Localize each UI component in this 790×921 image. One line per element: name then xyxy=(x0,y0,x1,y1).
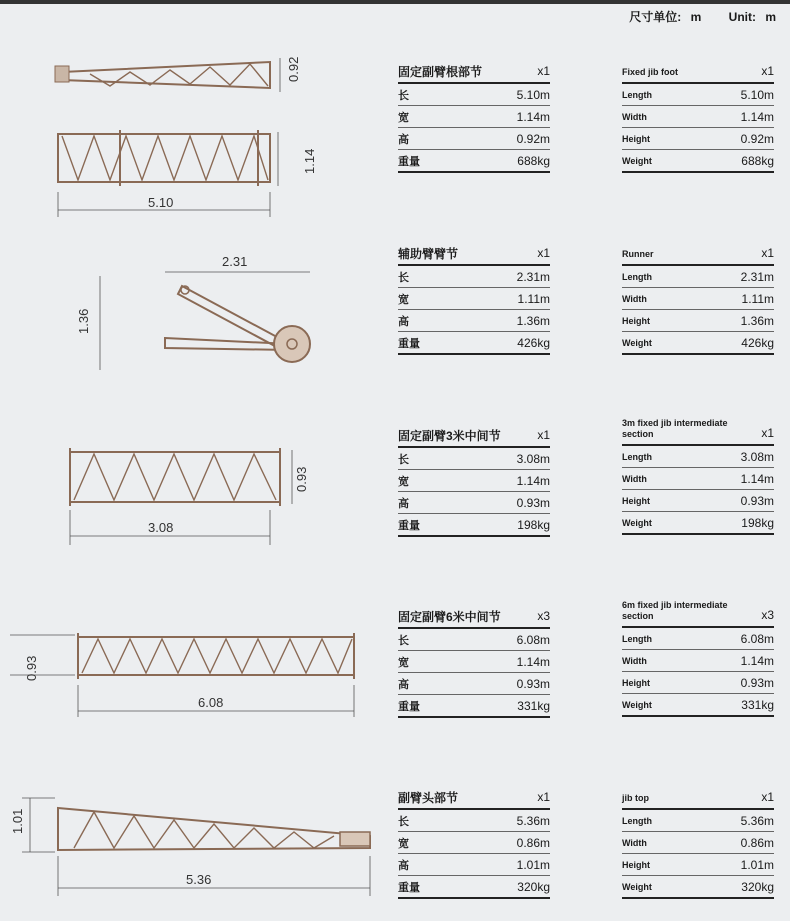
jib-foot-front-view xyxy=(58,130,270,186)
spec-row xyxy=(398,514,550,537)
row-label: 长 xyxy=(398,634,409,647)
row-value: 3.08m xyxy=(516,451,550,466)
spec-title: 辅助臂臂节 xyxy=(398,247,459,261)
row-value: 2.31m xyxy=(516,269,550,284)
spec-row xyxy=(398,695,550,718)
row-value: 1.36m xyxy=(740,313,774,328)
spec-row xyxy=(398,854,550,876)
row-value: 1.01m xyxy=(740,857,774,872)
spec-row xyxy=(622,490,774,512)
row-label: Weight xyxy=(622,881,652,892)
row-label: 宽 xyxy=(398,656,409,669)
spec-row xyxy=(398,150,550,173)
spec-row xyxy=(398,288,550,310)
row-label: 重量 xyxy=(398,519,420,532)
row-value: 198kg xyxy=(741,515,774,530)
row-value: 198kg xyxy=(517,517,550,532)
row-label: 长 xyxy=(398,89,409,102)
row-label: Weight xyxy=(622,155,652,166)
jib-top-height-dim: 1.01 xyxy=(10,808,25,834)
unit-label-cn: 尺寸单位: xyxy=(629,10,682,24)
spec-row xyxy=(622,332,774,355)
row-label: Width xyxy=(622,293,647,304)
row-value: 0.86m xyxy=(740,835,774,850)
row-label: 重量 xyxy=(398,700,420,713)
row-value: 0.92m xyxy=(516,131,550,146)
row-value: 5.10m xyxy=(740,87,774,102)
row-value: 1.36m xyxy=(516,313,550,328)
row-label: 重量 xyxy=(398,155,420,168)
6m-height-dim: 0.93 xyxy=(24,655,39,681)
drawing-runner xyxy=(0,252,390,382)
spec-en-jib-foot xyxy=(622,64,774,173)
spec-row xyxy=(398,629,550,651)
top-rule xyxy=(0,0,790,4)
spec-row xyxy=(398,128,550,150)
spec-cn-6m-intermediate xyxy=(398,609,550,718)
spec-row xyxy=(398,673,550,695)
spec-row xyxy=(398,470,550,492)
row-value: 331kg xyxy=(741,697,774,712)
row-value: 426kg xyxy=(741,335,774,350)
spec-row xyxy=(622,512,774,535)
3m-intermediate-view xyxy=(70,448,280,506)
spec-en-runner xyxy=(622,246,774,355)
row-label: Width xyxy=(622,837,647,848)
row-label: Length xyxy=(622,451,652,462)
row-label: 宽 xyxy=(398,475,409,488)
spec-row xyxy=(398,810,550,832)
spec-row xyxy=(622,106,774,128)
row-value: 0.93m xyxy=(740,675,774,690)
spec-row xyxy=(622,810,774,832)
row-value: 331kg xyxy=(517,698,550,713)
row-label: Length xyxy=(622,633,652,644)
row-label: 长 xyxy=(398,453,409,466)
row-value: 2.31m xyxy=(740,269,774,284)
spec-qty: x1 xyxy=(537,64,550,78)
drawing-6m-intermediate xyxy=(0,625,390,720)
row-value: 1.14m xyxy=(516,109,550,124)
spec-qty: x1 xyxy=(537,428,550,442)
spec-row xyxy=(622,694,774,717)
spec-row xyxy=(398,106,550,128)
spec-title: 副臂头部节 xyxy=(398,791,459,805)
spec-row xyxy=(398,310,550,332)
row-label: 高 xyxy=(398,133,409,146)
spec-title: Runner xyxy=(622,249,654,259)
row-value: 0.93m xyxy=(740,493,774,508)
6m-intermediate-view xyxy=(78,633,354,679)
row-label: 高 xyxy=(398,859,409,872)
spec-title: Fixed jib foot xyxy=(622,67,678,77)
row-label: 重量 xyxy=(398,881,420,894)
row-value: 1.14m xyxy=(516,473,550,488)
unit-value-en: m xyxy=(765,10,776,24)
row-value: 1.11m xyxy=(517,291,550,306)
spec-row xyxy=(622,468,774,490)
unit-label-en: Unit: xyxy=(728,10,756,24)
row-value: 1.14m xyxy=(516,654,550,669)
row-value: 0.92m xyxy=(740,131,774,146)
spec-title: 固定副臂6米中间节 xyxy=(398,610,501,624)
row-label: Weight xyxy=(622,517,652,528)
jib-top-view xyxy=(58,808,370,850)
row-label: Weight xyxy=(622,699,652,710)
row-label: 长 xyxy=(398,815,409,828)
jib-foot-side-view xyxy=(55,62,270,88)
spec-row xyxy=(398,651,550,673)
spec-row xyxy=(622,288,774,310)
row-value: 1.01m xyxy=(516,857,550,872)
spec-qty: x1 xyxy=(761,426,774,440)
row-value: 1.14m xyxy=(740,109,774,124)
row-label: Width xyxy=(622,111,647,122)
spec-cn-3m-intermediate xyxy=(398,428,550,537)
3m-length-dim: 3.08 xyxy=(148,520,174,535)
jib-foot-length-dim: 5.10 xyxy=(148,195,174,210)
spec-title: 6m fixed jib intermediate section xyxy=(622,600,728,621)
row-label: 高 xyxy=(398,315,409,328)
row-value: 5.36m xyxy=(516,813,550,828)
row-label: Length xyxy=(622,271,652,282)
spec-row xyxy=(622,84,774,106)
jib-foot-width-dim: 1.14 xyxy=(302,148,317,174)
row-label: 宽 xyxy=(398,293,409,306)
6m-length-dim: 6.08 xyxy=(198,695,224,710)
spec-qty: x3 xyxy=(761,608,774,622)
spec-en-3m-intermediate xyxy=(622,418,774,535)
spec-row xyxy=(622,672,774,694)
row-label: 高 xyxy=(398,497,409,510)
spec-cn-runner xyxy=(398,246,550,355)
spec-qty: x1 xyxy=(761,64,774,78)
spec-cn-jib-foot xyxy=(398,64,550,173)
spec-row xyxy=(622,876,774,899)
runner-view xyxy=(165,286,310,362)
row-value: 688kg xyxy=(741,153,774,168)
row-label: Width xyxy=(622,655,647,666)
spec-title: jib top xyxy=(622,793,649,803)
spec-title: 固定副臂3米中间节 xyxy=(398,429,501,443)
row-label: Height xyxy=(622,315,650,326)
drawing-jib-foot xyxy=(0,52,390,222)
spec-row xyxy=(622,628,774,650)
spec-qty: x1 xyxy=(537,246,550,260)
row-value: 0.93m xyxy=(516,495,550,510)
row-value: 1.14m xyxy=(740,653,774,668)
row-value: 688kg xyxy=(517,153,550,168)
spec-cn-jib-top xyxy=(398,790,550,899)
spec-title: 3m fixed jib intermediate section xyxy=(622,418,728,439)
spec-qty: x1 xyxy=(537,790,550,804)
row-value: 1.14m xyxy=(740,471,774,486)
row-label: Width xyxy=(622,473,647,484)
spec-row xyxy=(398,876,550,899)
row-value: 0.93m xyxy=(516,676,550,691)
unit-note xyxy=(623,8,776,25)
spec-row xyxy=(398,492,550,514)
row-label: 重量 xyxy=(398,337,420,350)
row-value: 320kg xyxy=(741,879,774,894)
row-value: 3.08m xyxy=(740,449,774,464)
jib-foot-height-dim: 0.92 xyxy=(286,56,301,82)
row-label: Weight xyxy=(622,337,652,348)
row-label: Height xyxy=(622,495,650,506)
drawing-3m-intermediate xyxy=(0,440,390,545)
spec-qty: x1 xyxy=(761,790,774,804)
spec-en-6m-intermediate xyxy=(622,600,774,717)
row-value: 426kg xyxy=(517,335,550,350)
row-value: 6.08m xyxy=(516,632,550,647)
spec-row xyxy=(622,128,774,150)
row-label: 宽 xyxy=(398,837,409,850)
row-value: 0.86m xyxy=(516,835,550,850)
row-label: 宽 xyxy=(398,111,409,124)
row-value: 320kg xyxy=(517,879,550,894)
row-label: Height xyxy=(622,677,650,688)
spec-title: 固定副臂根部节 xyxy=(398,65,483,79)
spec-row xyxy=(398,266,550,288)
3m-height-dim: 0.93 xyxy=(294,466,309,492)
unit-value-cn: m xyxy=(690,10,702,24)
spec-row xyxy=(398,332,550,355)
drawing-jib-top xyxy=(0,786,390,906)
spec-row xyxy=(398,448,550,470)
runner-length-dim: 2.31 xyxy=(222,254,248,269)
row-label: 长 xyxy=(398,271,409,284)
spec-row xyxy=(398,832,550,854)
row-value: 5.10m xyxy=(516,87,550,102)
row-label: Length xyxy=(622,815,652,826)
jib-top-length-dim: 5.36 xyxy=(186,872,212,887)
spec-row xyxy=(622,854,774,876)
spec-row xyxy=(622,832,774,854)
spec-row xyxy=(622,310,774,332)
spec-qty: x1 xyxy=(761,246,774,260)
spec-row xyxy=(622,446,774,468)
spec-row xyxy=(622,650,774,672)
spec-en-jib-top xyxy=(622,790,774,899)
spec-row xyxy=(398,84,550,106)
row-label: Length xyxy=(622,89,652,100)
row-value: 1.11m xyxy=(741,291,774,306)
spec-row xyxy=(622,266,774,288)
row-label: 高 xyxy=(398,678,409,691)
runner-height-dim: 1.36 xyxy=(76,308,91,334)
spec-qty: x3 xyxy=(537,609,550,623)
row-label: Height xyxy=(622,133,650,144)
row-value: 5.36m xyxy=(740,813,774,828)
row-label: Height xyxy=(622,859,650,870)
row-value: 6.08m xyxy=(740,631,774,646)
spec-row xyxy=(622,150,774,173)
